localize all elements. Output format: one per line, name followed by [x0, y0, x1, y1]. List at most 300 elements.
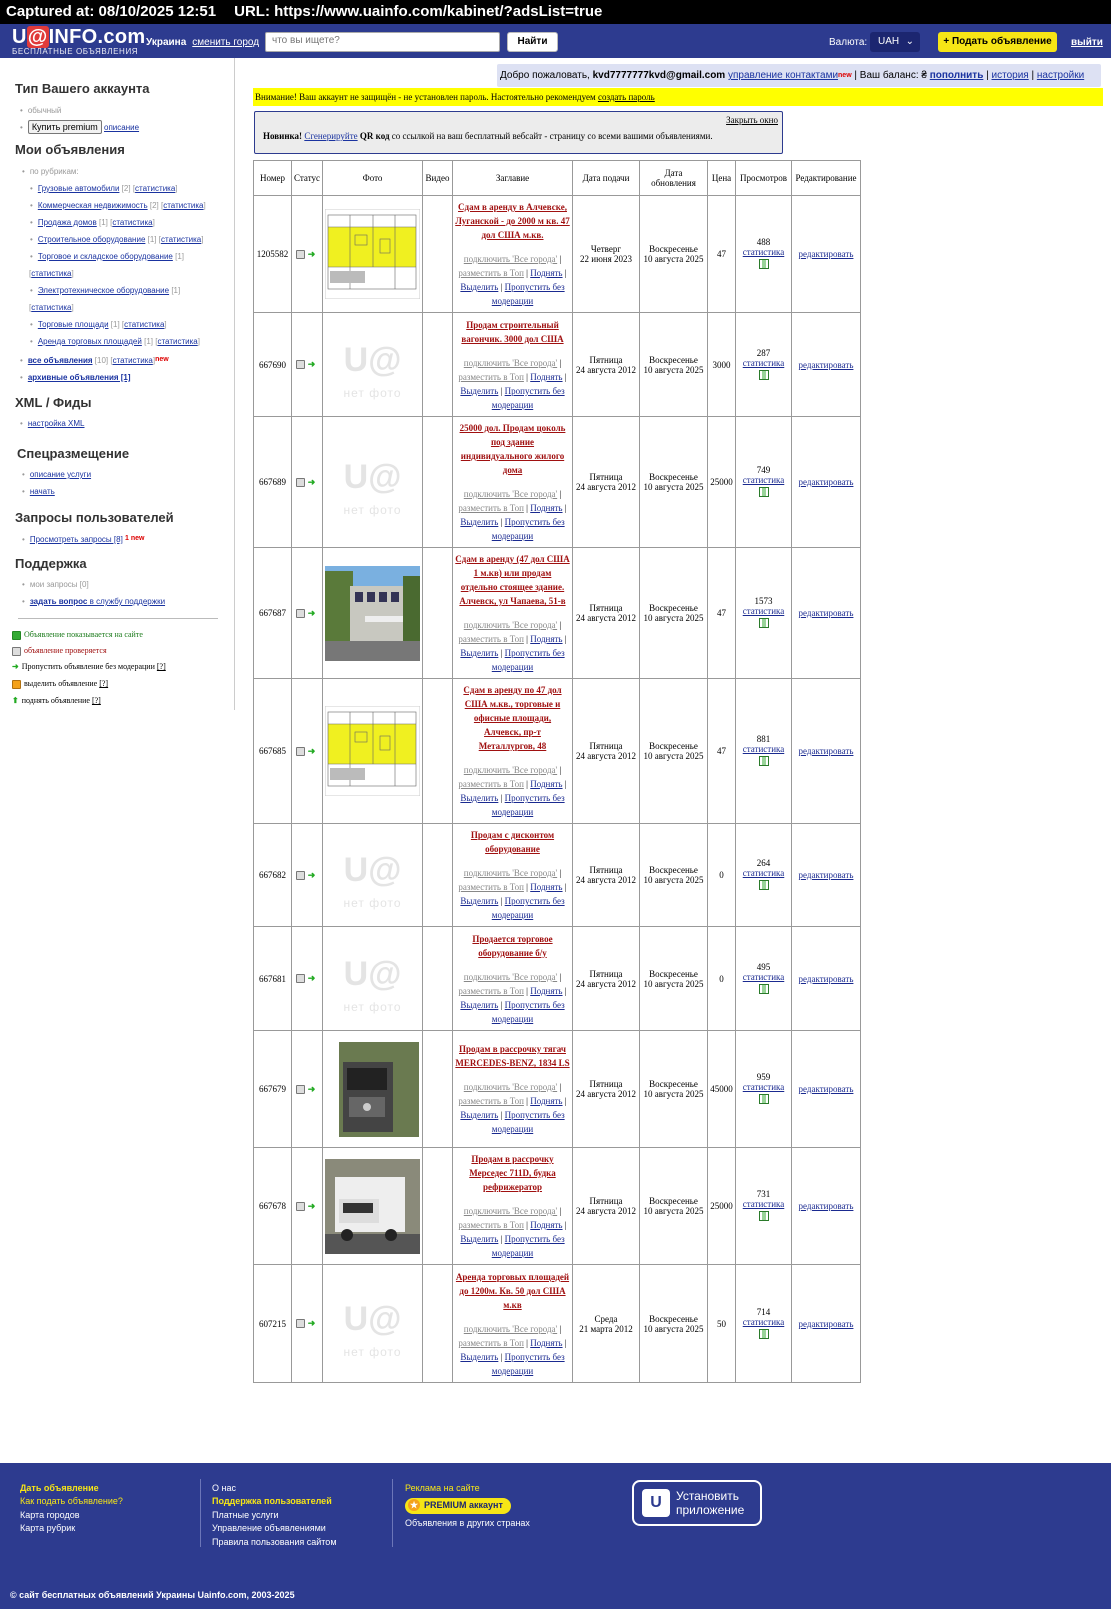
password-warning — [253, 88, 1103, 106]
arrow-right-icon[interactable]: ➜ — [307, 1083, 316, 1094]
ad-number: 667682 — [254, 824, 292, 927]
ad-edit-cell — [792, 548, 861, 679]
start-item: • начать — [22, 487, 55, 496]
edit-link[interactable]: редактировать — [798, 1201, 854, 1211]
edit-link[interactable]: редактировать — [798, 1084, 854, 1094]
ad-status — [292, 824, 323, 927]
edit-link[interactable]: редактировать — [798, 870, 854, 880]
ad-stat-link[interactable]: статистика — [742, 744, 785, 754]
hourglass-icon — [296, 609, 305, 618]
ad-photo[interactable] — [325, 1042, 420, 1137]
skip-moderation-link[interactable]: Пропустить без модерации — [491, 896, 565, 920]
ad-title-link[interactable]: Аренда торговых площадей до 1200м. Кв. 50 дол США м.кв — [455, 1271, 570, 1310]
raise-link[interactable]: Поднять — [530, 1096, 563, 1106]
legend-text: объявление проверяется — [24, 646, 107, 655]
ad-video-cell — [423, 548, 453, 679]
ad-title-link[interactable]: Продается торговое оборудование б/у — [472, 933, 553, 958]
connect-all-cities-link[interactable]: подключить 'Все города' — [463, 765, 558, 775]
skip-moderation-link[interactable]: Пропустить без модерации — [491, 793, 565, 817]
rubric-stat-link[interactable]: статистика — [31, 269, 72, 278]
table-row — [254, 313, 861, 417]
view-requests-link[interactable]: Просмотреть запросы [8] — [29, 535, 123, 544]
ad-video-cell — [423, 417, 453, 548]
ad-title-link[interactable]: Продам с дисконтом оборудование — [470, 830, 555, 854]
ad-views: 287 статистика — [736, 313, 792, 417]
legend-skip — [12, 662, 166, 671]
ad-photo-cell — [323, 679, 423, 824]
rubric-item: • Торговые площади [1] [статистика] — [30, 320, 167, 329]
hourglass-icon — [296, 360, 305, 369]
legend-text: Пропустить объявление без модерации — [21, 662, 155, 671]
arrow-up-icon: ⬆ — [12, 696, 19, 705]
ad-updated-date: Воскресенье 10 августа 2025 — [640, 313, 708, 417]
skip-moderation-link[interactable]: Пропустить без модерации — [491, 1234, 565, 1258]
ad-edit-cell — [792, 927, 861, 1031]
currency-select[interactable] — [870, 32, 920, 52]
rubric-count: [1] — [98, 218, 108, 227]
premium-account-badge[interactable] — [405, 1498, 511, 1513]
ad-video-cell — [423, 679, 453, 824]
ad-stat-link[interactable]: статистика — [742, 971, 785, 982]
ad-price: 0 — [708, 927, 736, 1031]
ad-title-link[interactable]: Сдам в аренду по 47 дол США м.кв., торговые и офисные площади, Алчевск, пр-т Металлургов, 48 — [463, 685, 562, 751]
highlight-link[interactable]: Выделить — [460, 1351, 499, 1362]
ad-stat-link[interactable]: статистика — [742, 475, 785, 485]
table-row — [254, 1265, 861, 1383]
table-row — [254, 679, 861, 824]
ad-video-cell — [423, 1148, 453, 1265]
ad-status — [292, 548, 323, 679]
ad-stat-link[interactable]: статистика — [742, 247, 785, 257]
help-link[interactable]: [?] — [156, 662, 166, 671]
ad-photo[interactable] — [325, 706, 420, 796]
highlight-link[interactable]: Выделить — [460, 385, 499, 396]
skip-moderation-link[interactable]: Пропустить без модерации — [491, 1351, 565, 1376]
rubric-item: • Грузовые автомобили [2] [статистика] — [30, 184, 178, 193]
place-top-link[interactable]: разместить в Топ — [458, 268, 524, 278]
place-top-link[interactable]: разместить в Топ — [458, 1096, 524, 1106]
chart-icon[interactable] — [759, 880, 769, 890]
place-top-link[interactable]: разместить в Топ — [458, 985, 524, 996]
arrow-right-icon[interactable]: ➜ — [307, 359, 316, 369]
place-top-link[interactable]: разместить в Топ — [458, 882, 524, 892]
promo-new-label: Новинка! — [263, 131, 303, 141]
rubric-stat-link[interactable]: статистика — [124, 320, 165, 329]
no-photo-placeholder: U@ нет фото — [343, 340, 402, 400]
search-input[interactable]: что вы ищете? — [265, 32, 500, 52]
xml-title: XML / Фиды — [15, 395, 92, 410]
legend-highlight — [12, 679, 108, 689]
place-top-link[interactable]: разместить в Топ — [458, 1337, 524, 1348]
edit-link[interactable]: редактировать — [798, 746, 854, 756]
chart-icon[interactable] — [759, 618, 769, 628]
ad-status — [292, 196, 323, 313]
ad-stat-link[interactable]: статистика — [742, 606, 785, 616]
connect-all-cities-link[interactable]: подключить 'Все города' — [463, 620, 558, 630]
chart-icon[interactable] — [759, 487, 769, 497]
ad-actions: подключить 'Все города' | разместить в Топ | Поднять | Выделить | Пропустить без модерации — [458, 254, 567, 306]
footer-other-countries-link[interactable]: Объявления в других странах — [405, 1517, 530, 1528]
requests-item: • Просмотреть запросы [8] 1 new — [22, 535, 145, 544]
ad-price: 47 — [708, 679, 736, 824]
place-top-link[interactable]: разместить в Топ — [458, 371, 524, 382]
skip-moderation-link[interactable]: Пропустить без модерации — [491, 282, 565, 306]
ad-actions: подключить 'Все города' | разместить в Топ | Поднять | Выделить | Пропустить без модерации — [458, 357, 567, 410]
ad-photo-cell — [323, 548, 423, 679]
rubric-stat-link[interactable]: статистика — [161, 235, 202, 244]
connect-all-cities-link[interactable]: подключить 'Все города' — [463, 1206, 558, 1216]
arrow-right-icon[interactable]: ➜ — [307, 607, 316, 618]
hourglass-icon — [296, 478, 305, 487]
ad-title-cell — [453, 548, 573, 679]
ad-views: 714 статистика — [736, 1265, 792, 1383]
ad-photo-cell — [323, 1031, 423, 1148]
ad-number: 667681 — [254, 927, 292, 1031]
welcome-greeting: Добро пожаловать, — [500, 70, 593, 81]
ad-photo[interactable] — [325, 1159, 420, 1254]
arrow-right-icon[interactable]: ➜ — [307, 973, 316, 983]
table-row — [254, 548, 861, 679]
ad-views: 264 статистика — [736, 824, 792, 927]
highlight-link[interactable]: Выделить — [460, 517, 499, 527]
arrow-right-icon[interactable]: ➜ — [307, 476, 316, 487]
ads-table-body — [254, 196, 861, 1383]
new-badge: new — [838, 72, 852, 79]
service-item: • описание услуги — [22, 470, 92, 479]
chart-icon[interactable] — [759, 984, 769, 994]
footer-post-ad-link[interactable]: Дать объявление — [20, 1483, 99, 1493]
app-line-2: приложение — [676, 1503, 745, 1517]
chart-icon[interactable] — [759, 1094, 769, 1104]
ad-actions: подключить 'Все города' | разместить в Топ | Поднять | Выделить | Пропустить без модерации — [458, 971, 567, 1024]
ask-question-link[interactable]: задать вопрос — [29, 597, 88, 606]
ad-updated-date: Воскресенье 10 августа 2025 — [640, 1031, 708, 1148]
ad-photo-cell — [323, 824, 423, 927]
skip-moderation-link[interactable]: Пропустить без модерации — [491, 517, 565, 541]
close-window-link[interactable]: Закрыть окно — [726, 115, 778, 125]
highlight-link[interactable]: Выделить — [460, 282, 499, 292]
ad-price: 47 — [708, 548, 736, 679]
ad-photo-cell — [323, 927, 423, 1031]
chart-icon[interactable] — [759, 370, 769, 380]
all-ads-count: [10] — [94, 356, 109, 365]
create-password-link[interactable]: создать пароль — [597, 92, 655, 102]
ad-actions: подключить 'Все города' | разместить в Топ | Поднять | Выделить | Пропустить без модерации — [458, 489, 567, 541]
ad-updated-date: Воскресенье 10 августа 2025 — [640, 927, 708, 1031]
ad-edit-cell — [792, 417, 861, 548]
edit-link[interactable]: редактировать — [798, 1318, 854, 1329]
ad-updated-date: Воскресенье 10 августа 2025 — [640, 679, 708, 824]
all-ads-stat-link[interactable]: статистика — [112, 356, 153, 365]
raise-link[interactable]: Поднять — [530, 882, 563, 892]
capture-bar — [0, 0, 1111, 24]
footer-how-to-post-link[interactable]: Как подать объявление? — [20, 1496, 123, 1507]
rubric-link[interactable]: Аренда торговых площадей — [37, 337, 142, 346]
special-title: Спецразмещение — [17, 446, 130, 461]
legend-text: выделить объявление — [24, 679, 98, 688]
raise-link[interactable]: Поднять — [530, 503, 563, 513]
ad-video-cell — [423, 313, 453, 417]
ad-title-cell — [453, 1148, 573, 1265]
arrow-right-icon[interactable]: ➜ — [307, 248, 316, 259]
connect-all-cities-link[interactable]: подключить 'Все города' — [463, 868, 558, 878]
ad-title-link[interactable]: Продам строительный вагончик. 3000 дол США — [461, 319, 564, 344]
ad-photo[interactable] — [325, 566, 420, 661]
no-photo-placeholder: U@ нет фото — [343, 1299, 402, 1359]
ad-title-cell — [453, 313, 573, 417]
account-type-text: обычный — [27, 106, 62, 115]
raise-link[interactable]: Поднять — [530, 985, 563, 996]
ad-status — [292, 1265, 323, 1383]
ad-edit-cell — [792, 679, 861, 824]
table-row — [254, 927, 861, 1031]
ad-stat-link[interactable]: статистика — [742, 868, 785, 878]
ad-price: 25000 — [708, 1148, 736, 1265]
ad-video-cell — [423, 824, 453, 927]
ad-posted-date: Пятница 24 августа 2012 — [573, 1148, 640, 1265]
ad-title-cell — [453, 679, 573, 824]
footer-rules-link[interactable]: Правила пользования сайтом — [212, 1536, 337, 1547]
my-requests-text: мои запросы [0] — [29, 580, 89, 589]
connect-all-cities-link[interactable]: подключить 'Все города' — [463, 357, 558, 368]
column-header: Цена — [708, 161, 736, 196]
hourglass-icon — [296, 1202, 305, 1211]
rubric-link[interactable]: Коммерческая недвижимость — [37, 201, 148, 210]
ad-actions: подключить 'Все города' | разместить в Топ | Поднять | Выделить | Пропустить без модерации — [458, 1082, 567, 1134]
edit-link[interactable]: редактировать — [798, 973, 854, 984]
ad-stat-link[interactable]: статистика — [742, 357, 785, 368]
rubric-item: • Продажа домов [1] [статистика] — [30, 218, 155, 227]
skip-moderation-link[interactable]: Пропустить без модерации — [491, 648, 565, 672]
place-top-link[interactable]: разместить в Топ — [458, 503, 524, 513]
rubric-link[interactable]: Грузовые автомобили — [37, 184, 120, 193]
ad-status — [292, 679, 323, 824]
arrow-right-icon[interactable]: ➜ — [307, 1200, 316, 1211]
rubric-link[interactable]: Электротехническое оборудование — [37, 286, 170, 295]
footer-paid-services-link[interactable]: Платные услуги — [212, 1509, 279, 1520]
skip-moderation-link[interactable]: Пропустить без модерации — [491, 385, 565, 410]
footer-support-link[interactable]: Поддержка пользователей — [212, 1496, 332, 1507]
raise-link[interactable]: Поднять — [530, 779, 563, 789]
rubric-stat-link[interactable]: статистика — [112, 218, 153, 227]
user-email: kvd7777777kvd@gmail.com — [592, 70, 726, 81]
ads-table — [253, 160, 861, 1383]
rubric-stat-link[interactable]: статистика — [135, 184, 176, 193]
rubric-link[interactable]: Строительное оборудование — [37, 235, 146, 244]
archive-ads-link[interactable]: архивные объявления [1] — [27, 373, 131, 382]
raise-link[interactable]: Поднять — [530, 371, 563, 382]
ad-price: 3000 — [708, 313, 736, 417]
rubric-stat-link[interactable]: статистика — [163, 201, 204, 210]
raise-link[interactable]: Поднять — [530, 1220, 563, 1230]
ad-title-link[interactable]: 25000 дол. Продам цоколь под здание индивидуального жилого дома — [459, 423, 566, 475]
balance-label: | Ваш баланс: ₴ — [851, 70, 930, 81]
rubric-link[interactable]: Торговое и складское оборудование — [37, 252, 173, 261]
promo-qr-label: QR код — [357, 131, 390, 141]
chart-icon[interactable] — [759, 259, 769, 269]
chart-icon[interactable] — [759, 1329, 769, 1339]
ad-edit-cell — [792, 1148, 861, 1265]
table-row — [254, 1031, 861, 1148]
ad-updated-date: Воскресенье 10 августа 2025 — [640, 824, 708, 927]
legend-checking — [12, 646, 107, 656]
history-link[interactable]: история — [991, 70, 1029, 81]
logout-link[interactable]: выйти — [1071, 37, 1103, 48]
star-icon: ★ — [409, 1500, 419, 1511]
rubric-count: [2] — [121, 184, 131, 193]
connect-all-cities-link[interactable]: подключить 'Все города' — [463, 1323, 558, 1334]
ad-photo-cell — [323, 417, 423, 548]
help-link[interactable]: [?] — [99, 679, 109, 688]
ad-stat-link[interactable]: статистика — [742, 1082, 785, 1092]
edit-link[interactable]: редактировать — [798, 249, 854, 259]
ad-posted-date: Пятница 24 августа 2012 — [573, 313, 640, 417]
rubric-item: • Строительное оборудование [1] [статистика] — [30, 235, 204, 244]
highlight-link[interactable]: Выделить — [460, 648, 499, 658]
ad-actions: подключить 'Все города' | разместить в Топ | Поднять | Выделить | Пропустить без модерации — [458, 1323, 567, 1376]
rubric-link[interactable]: Продажа домов — [37, 218, 97, 227]
logo-u: U — [12, 26, 27, 48]
ad-actions: подключить 'Все города' | разместить в Топ | Поднять | Выделить | Пропустить без модерации — [458, 868, 567, 920]
help-link[interactable]: [?] — [91, 696, 101, 705]
buy-premium-button[interactable]: Купить premium — [28, 120, 102, 134]
ad-posted-date: Пятница 24 августа 2012 — [573, 679, 640, 824]
place-top-link[interactable]: разместить в Топ — [458, 1220, 524, 1230]
ad-number: 1205582 — [254, 196, 292, 313]
chart-icon[interactable] — [759, 1211, 769, 1221]
support-service-link[interactable]: в службу поддержки — [87, 597, 166, 606]
ad-stat-link[interactable]: статистика — [742, 1199, 785, 1209]
sidebar-divider — [18, 618, 218, 619]
footer-about-link[interactable]: О нас — [212, 1483, 236, 1493]
skip-moderation-link[interactable]: Пропустить без модерации — [491, 1110, 565, 1134]
ad-number: 667689 — [254, 417, 292, 548]
footer-city-map-link[interactable]: Карта городов — [20, 1509, 80, 1520]
app-icon: U — [642, 1489, 670, 1517]
edit-link[interactable]: редактировать — [798, 477, 854, 487]
connect-all-cities-link[interactable]: подключить 'Все города' — [463, 489, 558, 499]
column-header: Дата подачи — [573, 161, 640, 196]
ad-posted-date: Пятница 24 августа 2012 — [573, 417, 640, 548]
ad-number: 607215 — [254, 1265, 292, 1383]
settings-link[interactable]: настройки — [1036, 70, 1085, 81]
edit-link[interactable]: редактировать — [798, 359, 854, 370]
ad-title-link[interactable]: Продам в рассрочку Мерседес 711D, будка рефрижератор — [469, 1154, 556, 1192]
highlight-link[interactable]: Выделить — [460, 1110, 499, 1120]
start-link[interactable]: начать — [29, 487, 55, 496]
install-app-button[interactable] — [632, 1480, 762, 1526]
ad-status — [292, 313, 323, 417]
ad-posted-date: Пятница 24 августа 2012 — [573, 548, 640, 679]
ad-title-link[interactable]: Сдам в аренду в Алчевске, Луганской - до 2000 м кв. 47 дол США м.кв. — [455, 202, 570, 240]
highlight-link[interactable]: Выделить — [460, 999, 499, 1010]
requests-title: Запросы пользователей — [15, 510, 174, 525]
connect-all-cities-link[interactable]: подключить 'Все города' — [463, 971, 558, 982]
new-badge: new — [155, 356, 169, 363]
ad-updated-date: Воскресенье 10 августа 2025 — [640, 196, 708, 313]
ad-title-cell — [453, 1265, 573, 1383]
ad-title-link[interactable]: Продам в рассрочку тягач MERCEDES-BENZ, 1834 LS — [455, 1044, 570, 1068]
rubric-link[interactable]: Торговые площади — [37, 320, 109, 329]
logo-subtitle: БЕСПЛАТНЫЕ ОБЪЯВЛЕНИЯ — [12, 47, 139, 56]
promo-rest: со ссылкой на ваш бесплатный вебсайт - страницу со всеми вашими объявлениями. — [389, 131, 713, 141]
capture-url: URL: https://www.uainfo.com/kabinet/?adsList=true — [234, 3, 603, 20]
add-ad-button[interactable]: + Подать объявление — [938, 32, 1057, 52]
ad-actions: подключить 'Все города' | разместить в Топ | Поднять | Выделить | Пропустить без модерации — [458, 765, 567, 817]
highlight-link[interactable]: Выделить — [460, 793, 499, 803]
ad-status — [292, 1148, 323, 1265]
account-type-title: Тип Вашего аккаунта — [15, 81, 150, 96]
rubric-count: [1] — [147, 235, 157, 244]
promo-text — [263, 131, 713, 141]
raise-link[interactable]: Поднять — [530, 1337, 563, 1348]
connect-all-cities-link[interactable]: подключить 'Все города' — [463, 1082, 558, 1092]
edit-link[interactable]: редактировать — [798, 608, 854, 618]
service-description-link[interactable]: описание услуги — [29, 470, 92, 479]
ad-stat-link[interactable]: статистика — [742, 1316, 785, 1327]
column-header: Статус — [292, 161, 323, 196]
ad-views: 749 статистика — [736, 417, 792, 548]
change-region-link[interactable]: сменить город — [192, 37, 260, 48]
footer-ads-link[interactable]: Реклама на сайте — [405, 1483, 480, 1493]
column-header: Фото — [323, 161, 423, 196]
premium-description-link[interactable]: описание — [104, 123, 140, 132]
no-photo-placeholder: U@ нет фото — [343, 954, 402, 1014]
ad-posted-date: Среда 21 марта 2012 — [573, 1265, 640, 1383]
highlight-link[interactable]: Выделить — [460, 896, 499, 906]
search-button[interactable]: Найти — [507, 32, 558, 52]
table-row — [254, 196, 861, 313]
legend-text: Объявление показывается на сайте — [24, 630, 143, 639]
rubric-stat-link[interactable]: статистика — [157, 337, 198, 346]
ad-title-link[interactable]: Сдам в аренду (47 дол США 1 м.кв) или продам отдельно стоящее здание. Алчевск, ул Чапаева, 51-в — [455, 554, 570, 606]
highlight-link[interactable]: Выделить — [460, 1234, 499, 1244]
ad-photo-cell — [323, 1148, 423, 1265]
by-rubric-label: • по рубрикам: — [22, 167, 79, 176]
generate-qr-link[interactable]: Сгенерируйте — [304, 131, 358, 141]
ad-title-cell — [453, 927, 573, 1031]
place-top-link[interactable]: разместить в Топ — [458, 634, 524, 644]
footer-rubric-map-link[interactable]: Карта рубрик — [20, 1523, 76, 1534]
footer-manage-ads-link[interactable]: Управление объявлениями — [212, 1523, 326, 1534]
top-up-link[interactable]: пополнить — [929, 70, 984, 81]
arrow-right-icon[interactable]: ➜ — [307, 1318, 316, 1328]
ad-updated-date: Воскресенье 10 августа 2025 — [640, 1148, 708, 1265]
arrow-right-icon[interactable]: ➜ — [307, 869, 316, 880]
rubric-stat-link[interactable]: статистика — [31, 303, 72, 312]
site-logo[interactable] — [12, 27, 145, 57]
currency-label: Валюта: — [829, 37, 868, 48]
skip-moderation-link[interactable]: Пропустить без модерации — [491, 999, 565, 1024]
legend-text: поднять объявление — [21, 696, 90, 705]
ad-updated-date: Воскресенье 10 августа 2025 — [640, 417, 708, 548]
ad-edit-cell — [792, 1265, 861, 1383]
all-ads-link[interactable]: все объявления — [27, 356, 93, 365]
manage-contacts-link[interactable]: управление контактами — [727, 70, 839, 81]
arrow-right-icon[interactable]: ➜ — [307, 745, 316, 756]
raise-link[interactable]: Поднять — [530, 268, 563, 278]
ad-number: 667687 — [254, 548, 292, 679]
ad-photo[interactable] — [325, 209, 420, 299]
table-header-row — [254, 161, 861, 196]
connect-all-cities-link[interactable]: подключить 'Все города' — [463, 254, 558, 264]
raise-link[interactable]: Поднять — [530, 634, 563, 644]
place-top-link[interactable]: разместить в Топ — [458, 779, 524, 789]
my-ads-title: Мои объявления — [15, 142, 125, 157]
xml-settings-link[interactable]: настройка XML — [27, 419, 85, 428]
chart-icon[interactable] — [759, 756, 769, 766]
logo-at: @ — [27, 26, 48, 48]
